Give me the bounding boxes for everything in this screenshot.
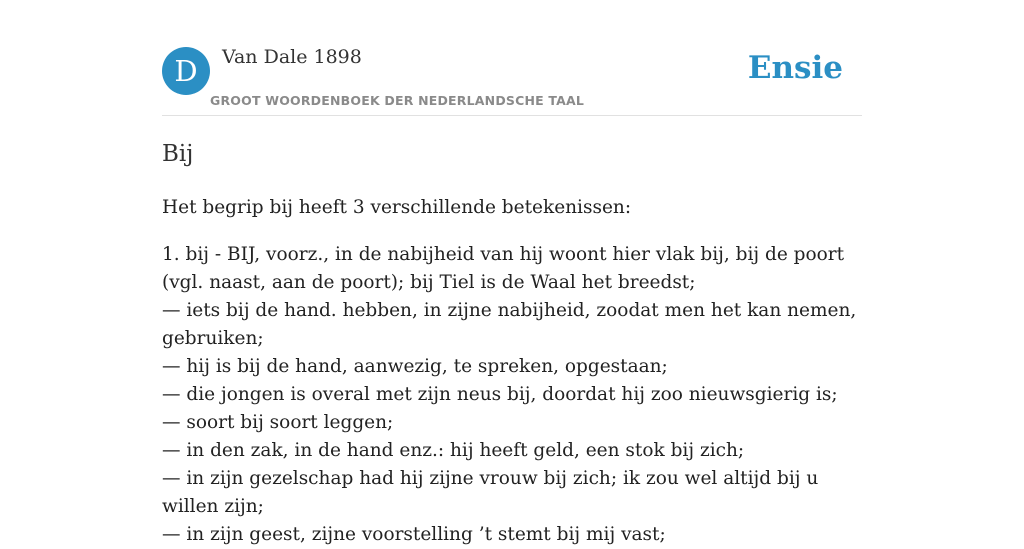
definition-line: — soort bij soort leggen; xyxy=(162,412,394,433)
definition-line: — iets bij de hand. hebben, in zijne nabijheid, zoodat men het kan nemen, gebruiken; xyxy=(162,300,857,349)
dictionary-subtitle: GROOT WOORDENBOEK DER NEDERLANDSCHE TAAL xyxy=(210,93,585,108)
entry-content xyxy=(162,138,872,549)
definition-line: — in zijn geest, zijne voorstelling ’t stemt bij mij vast; xyxy=(162,524,666,545)
dictionary-title[interactable]: Van Dale 1898 xyxy=(222,46,362,68)
definition-line: — die jongen is overal met zijn neus bij, doordat hij zoo nieuwsgierig is; xyxy=(162,384,838,405)
definition-line: — hij is bij de hand, aanwezig, te spreken, opgestaan; xyxy=(162,356,668,377)
definition-line: — in den zak, in de hand enz.: hij heeft geld, een stok bij zich; xyxy=(162,440,745,461)
entry-title: Bij xyxy=(162,141,194,167)
definition-line: 1. bij - BIJ, voorz., in de nabijheid van hij woont hier vlak bij, bij de poort (vgl. naast, aan de poort); bij Tiel is de Waal het breedst; xyxy=(162,244,845,293)
entry-definition xyxy=(162,241,872,549)
definition-line: — in zijn gezelschap had hij zijne vrouw bij zich; ik zou wel altijd bij u willen zijn; xyxy=(162,468,819,517)
site-header xyxy=(162,46,862,116)
ensie-logo-link[interactable]: Ensie xyxy=(747,50,843,86)
entry-intro: Het begrip bij heeft 3 verschillende betekenissen: xyxy=(162,197,632,218)
dictionary-logo-icon[interactable]: D xyxy=(162,47,210,95)
